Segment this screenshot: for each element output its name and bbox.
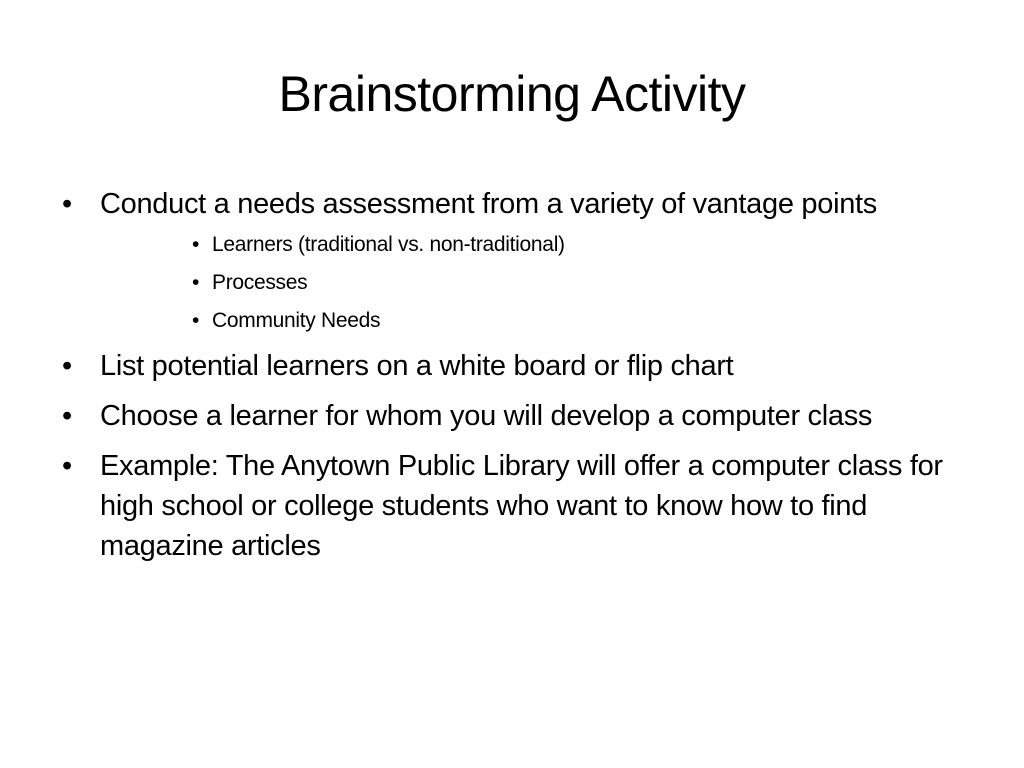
bullet-marker: • [62, 188, 72, 220]
sub-bullet-text: Learners (traditional vs. non-traditional) [212, 233, 565, 256]
bullet-item [60, 446, 980, 566]
sub-bullet-text: Community Needs [212, 309, 381, 332]
bullet-list [60, 184, 980, 576]
bullet-item [60, 396, 980, 436]
sub-bullet-item [190, 306, 980, 336]
bullet-text: Choose a learner for whom you will develop a computer class [100, 400, 873, 432]
bullet-marker: • [62, 350, 72, 382]
sub-bullet-list [100, 230, 980, 336]
sub-bullet-marker: • [192, 233, 200, 256]
bullet-text: Example: The Anytown Public Library will offer a computer class for high school or college students who want to know how to find magazine articles [100, 450, 943, 562]
sub-bullet-item [190, 268, 980, 298]
bullet-item [60, 184, 980, 336]
bullet-item [60, 346, 980, 386]
bullet-text: List potential learners on a white board or flip chart [100, 350, 734, 382]
sub-bullet-item [190, 230, 980, 260]
sub-bullet-marker: • [192, 271, 200, 294]
bullet-marker: • [62, 400, 72, 432]
slide-title: Brainstorming Activity [278, 66, 746, 122]
bullet-text: Conduct a needs assessment from a variety of vantage points [100, 188, 878, 220]
bullet-marker: • [62, 450, 72, 482]
sub-bullet-marker: • [192, 309, 200, 332]
sub-bullet-text: Processes [212, 271, 308, 294]
